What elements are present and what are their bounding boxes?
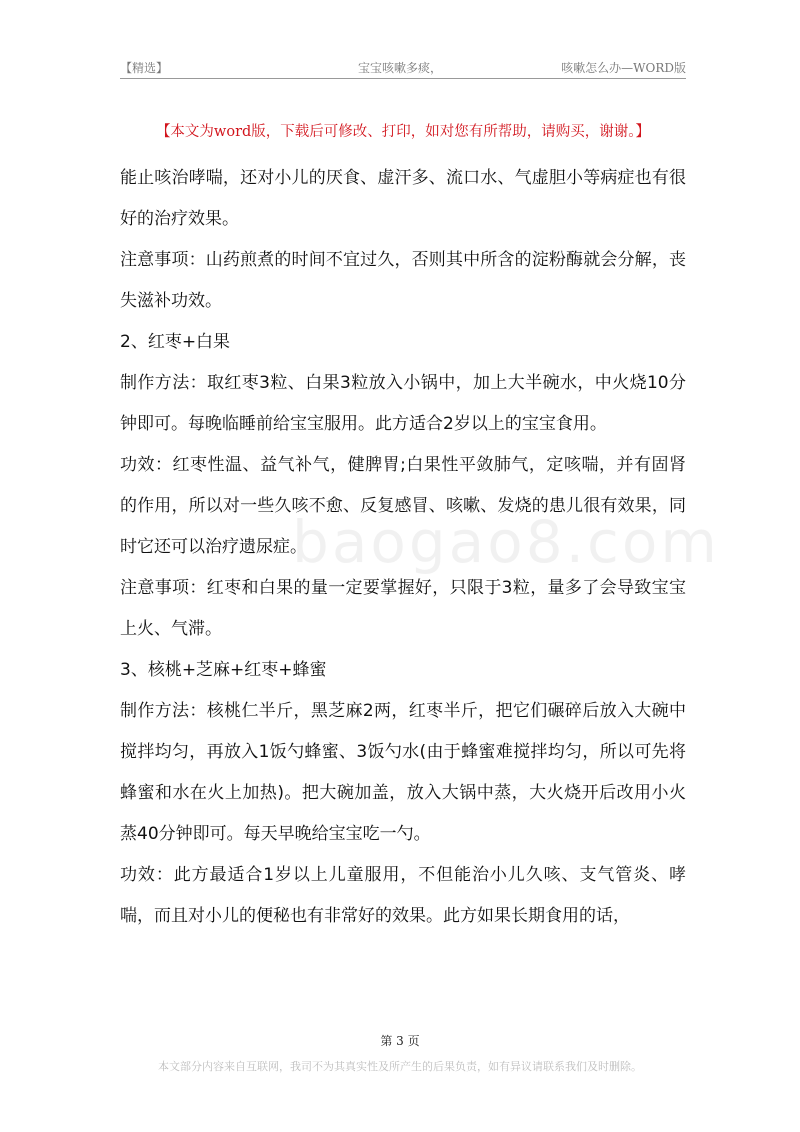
paragraph: 制作方法：取红枣3粒、白果3粒放入小锅中，加上大半碗水，中火烧10分钟即可。每晚临睡前给宝宝服用。此方适合2岁以上的宝宝食用。 xyxy=(120,373,686,434)
section-heading: 3、核桃+芝麻+红枣+蜂蜜 xyxy=(120,660,327,680)
paragraph: 功效：红枣性温、益气补气，健脾胃;白果性平敛肺气，定咳喘，并有固肾的作用，所以对一些久咳不愈、反复感冒、咳嗽、发烧的患儿很有效果，同时它还可以治疗遗尿症。 xyxy=(120,455,686,557)
paragraph: 制作方法：核桃仁半斤，黑芝麻2两，红枣半斤，把它们碾碎后放入大碗中搅拌均匀，再放入1饭勺蜂蜜、3饭勺水(由于蜂蜜难搅拌均匀，所以可先将蜂蜜和水在火上加热)。把大碗加盖，放入大锅中蒸，大火烧开后改用小火蒸40分钟即可。每天早晚给宝宝吃一勺。 xyxy=(120,701,686,844)
paragraph: 注意事项：红枣和白果的量一定要掌握好，只限于3粒，量多了会导致宝宝上火、气滞。 xyxy=(120,578,686,639)
paragraph: 功效：此方最适合1岁以上儿童服用，不但能治小儿久咳、支气管炎、哮喘，而且对小儿的便秘也有非常好的效果。此方如果长期食用的话， xyxy=(120,865,686,926)
header-left-label: 【精选】 xyxy=(120,61,169,75)
purchase-notice: 【本文为word版，下载后可修改、打印，如对您有所帮助，请购买，谢谢。】 xyxy=(155,124,651,140)
header-center-title: 宝宝咳嗽多痰， xyxy=(358,61,443,75)
disclaimer-footer: 本文部分内容来自互联网，我司不为其真实性及所产生的后果负责，如有异议请联系我们及时删除。 xyxy=(158,1060,642,1073)
watermark: baogao8.com xyxy=(292,508,720,576)
paragraph: 能止咳治哮喘，还对小儿的厌食、虚汗多、流口水、气虚胆小等病症也有很好的治疗效果。 xyxy=(120,168,686,229)
page-number: 第 3 页 xyxy=(380,1034,420,1048)
section-heading: 2、红枣+白果 xyxy=(120,332,231,352)
header-right-title: 咳嗽怎么办—WORD版 xyxy=(561,61,686,75)
document-body xyxy=(120,158,686,937)
paragraph: 注意事项：山药煎煮的时间不宜过久，否则其中所含的淀粉酶就会分解，丧失滋补功效。 xyxy=(120,250,686,311)
page-header xyxy=(120,56,686,79)
